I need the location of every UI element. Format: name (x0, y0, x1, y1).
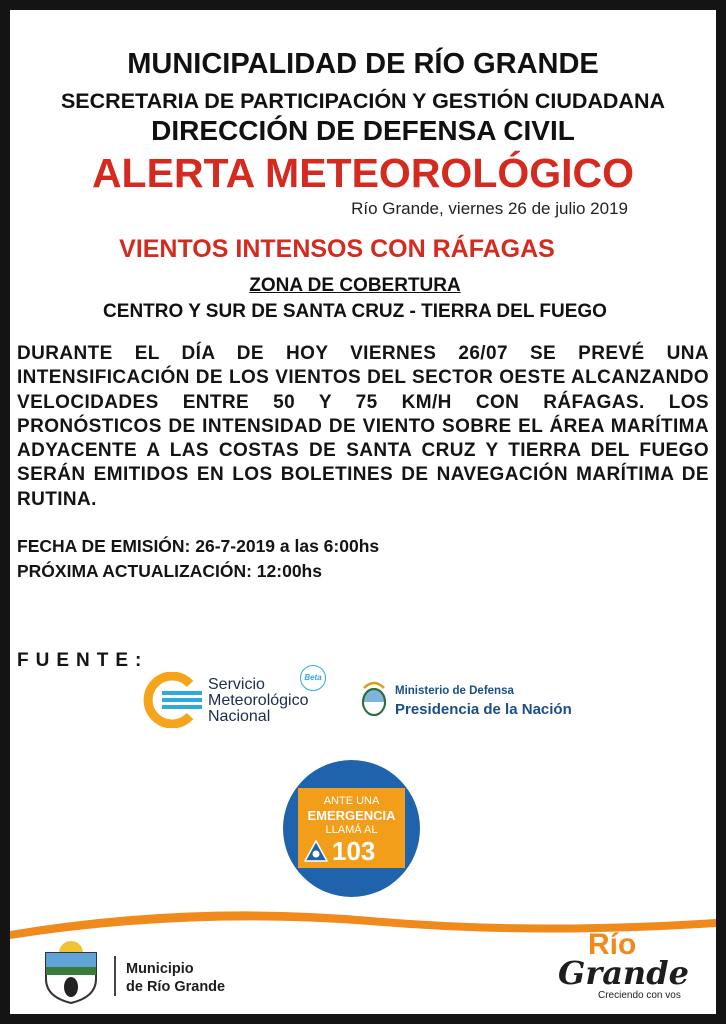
alert-poster (10, 10, 716, 1014)
issue-place-date: Río Grande, viernes 26 de julio 2019 (351, 199, 628, 218)
civil-defense-title: DIRECCIÓN DE DEFENSA CIVIL (151, 115, 575, 146)
smn-name: Servicio Meteorológico Nacional (208, 676, 309, 725)
beta-badge: Beta (300, 665, 326, 691)
emergency-number: 103 (332, 836, 376, 866)
municipality-title: MUNICIPALIDAD DE RÍO GRANDE (127, 48, 599, 80)
municipal-shield-icon (38, 935, 104, 1005)
emergency-panel: ANTE UNA EMERGENCIA LLAMÁ AL 103 (298, 788, 405, 868)
emergency-badge (283, 760, 420, 897)
civil-defense-triangle-icon (304, 840, 328, 862)
municipio-name: Municipio de Río Grande (126, 961, 226, 995)
alert-subtitle: VIENTOS INTENSOS CON RÁFAGAS (119, 235, 555, 263)
rio-grande-brand-logo: Río Grande Creciendo con vos (558, 928, 689, 1001)
argentina-coat-of-arms-icon (360, 678, 388, 718)
secretariat-title: SECRETARIA DE PARTICIPACIÓN Y GESTIÓN CIUDADANA (60, 89, 666, 113)
next-update: PRÓXIMA ACTUALIZACIÓN: 12:00hs (17, 561, 322, 581)
alert-title: ALERTA METEOROLÓGICO (91, 150, 635, 196)
coverage-area: CENTRO Y SUR DE SANTA CRUZ - TIERRA DEL FUEGO (103, 301, 607, 322)
coverage-heading: ZONA DE COBERTURA (249, 275, 461, 296)
smn-logo-icon (140, 672, 206, 728)
ministry-line2: Presidencia de la Nación (395, 701, 572, 718)
ministry-line1: Ministerio de Defensa (395, 685, 514, 697)
source-label: FUENTE: (17, 650, 149, 671)
alert-description: DURANTE EL DÍA DE HOY VIERNES 26/07 SE PREVÉ UNA INTENSIFICACIÓN DE LOS VIENTOS DEL SECTOR OESTE ALCANZANDO VELOCIDADES ENTRE 50 Y 75 KM/H CON RÁFAGAS. LOS PRONÓSTICOS DE INTENSIDAD DE VIENTO SOBRE EL ÁREA MARÍTIMA ADYACENTE A LAS COSTAS DE SANTA CRUZ Y TIERRA DEL FUEGO SERÁN EMITIDOS EN LOS BOLETINES DE NAVEGACIÓN MARÍTIMA DE RUTINA. (17, 343, 709, 510)
emission-date: FECHA DE EMISIÓN: 26-7-2019 a las 6:00hs (17, 536, 380, 556)
footer-divider (114, 956, 116, 996)
